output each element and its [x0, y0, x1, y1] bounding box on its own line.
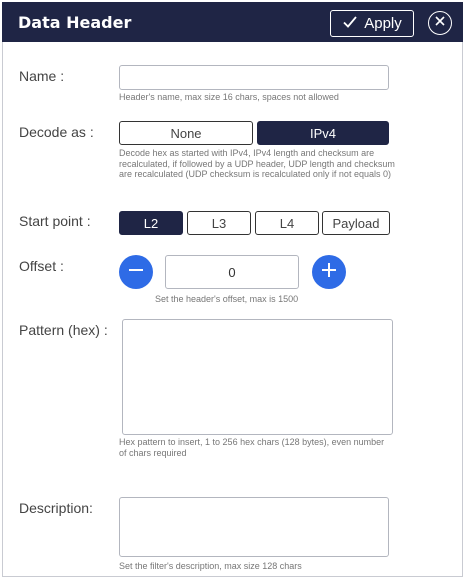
start-point-option-l4[interactable]: L4: [255, 211, 319, 235]
offset-input[interactable]: [165, 255, 299, 289]
name-input[interactable]: [119, 65, 389, 90]
start-point-option-l3[interactable]: L3: [187, 211, 251, 235]
plus-icon: [319, 260, 339, 285]
name-label: Name :: [19, 68, 65, 84]
offset-increment-button[interactable]: [312, 255, 346, 289]
description-textarea[interactable]: [119, 497, 389, 557]
apply-button[interactable]: [330, 10, 414, 37]
close-button[interactable]: [428, 11, 452, 35]
pattern-textarea[interactable]: [122, 319, 393, 435]
dialog-title: Data Header: [18, 13, 132, 32]
dialog-header: [2, 2, 463, 42]
start-point-option-l2[interactable]: L2: [119, 211, 183, 235]
offset-label: Offset :: [19, 258, 64, 274]
start-point-label: Start point :: [19, 213, 91, 229]
offset-decrement-button[interactable]: [119, 255, 153, 289]
offset-hint: Set the header's offset, max is 1500: [155, 294, 299, 304]
start-point-option-payload[interactable]: Payload: [322, 211, 390, 235]
apply-button-label: Apply: [364, 15, 402, 32]
decode-label: Decode as :: [19, 124, 94, 140]
decode-option-none[interactable]: None: [119, 121, 253, 145]
minus-icon: [126, 260, 146, 285]
pattern-label: Pattern (hex) :: [19, 322, 108, 338]
decode-option-ipv4[interactable]: IPv4: [257, 121, 389, 145]
decode-hint: Decode hex as started with IPv4, IPv4 length and checksum are recalculated, if followed by a UDP header, UDP length and checksum are recalculated (UDP checksum is recalculated only if not equals 0): [119, 148, 395, 179]
description-label: Description:: [19, 500, 93, 516]
checkmark-icon: [342, 14, 358, 34]
name-hint: Header's name, max size 16 chars, spaces not allowed: [119, 92, 339, 102]
pattern-hint: Hex pattern to insert, 1 to 256 hex chars (128 bytes), even number of chars required: [119, 437, 385, 458]
description-hint: Set the filter's description, max size 128 chars: [119, 561, 302, 571]
close-icon: [434, 14, 446, 32]
